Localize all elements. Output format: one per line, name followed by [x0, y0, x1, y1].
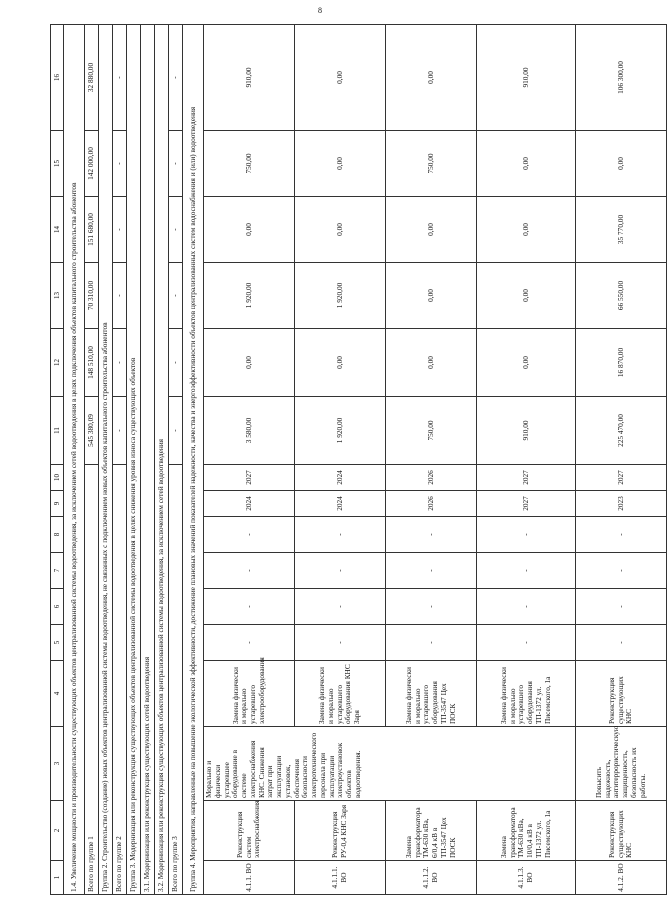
row-year-value: 0,00	[295, 329, 386, 397]
row-cell: -	[386, 517, 477, 553]
row-purpose: Морально и физически устаревшее оборудование в системе электроснабжения КНС. Снижения затрат при эксплуатации установок, обеспечения безопасности электротехнического персонала при эксплуатации электроустановок объектов водоотведения.	[204, 727, 576, 801]
row-description: Замена физически и морально устаревшего оборудования КНС Заря	[295, 661, 386, 727]
row-total: 1 920,00	[295, 397, 386, 465]
row-year-value: 0,00	[386, 25, 477, 131]
row-cell: -	[204, 589, 295, 625]
col-num: 15	[51, 131, 64, 197]
group-1-total-row	[85, 25, 99, 895]
row-cell: -	[477, 589, 576, 625]
col-num: 9	[51, 491, 64, 517]
section-3-2-row	[155, 25, 169, 895]
row-description: Замена физически и морально устаревшего оборудования ТП-3547 Цех ПОСК	[386, 661, 477, 727]
total-cell: -	[169, 329, 183, 397]
row-year-value: 910,00	[477, 25, 576, 131]
row-year-value: 750,00	[204, 131, 295, 197]
row-total: 910,00	[477, 397, 576, 465]
row-cell: -	[386, 625, 477, 661]
group-2-title: Группа 2. Строительство (создание) новых объектов централизованной системы водоотведения, не связанных с подключением новых объектов капитального строительства абонентов	[99, 25, 113, 895]
row-cell: -	[295, 589, 386, 625]
section-1-4: 1.4. Увеличение мощности и производительности существующих объектов централизованной системы водоотведения, за исключением сетей водоотведения в целях подключения объектов капитального строительства абонентов	[64, 25, 85, 895]
row-year-value: 35 770,00	[576, 197, 667, 263]
row-year-value: 750,00	[386, 131, 477, 197]
row-cell: -	[386, 589, 477, 625]
row-cell: -	[204, 517, 295, 553]
total-cell: 142 000,00	[85, 131, 99, 197]
row-year-value: 106 300,00	[576, 25, 667, 131]
total-cell: -	[113, 329, 127, 397]
row-cell: -	[477, 625, 576, 661]
row-cell: -	[576, 517, 667, 553]
total-cell: -	[169, 131, 183, 197]
row-cell: -	[204, 553, 295, 589]
col-num: 1	[51, 861, 64, 895]
row-year-value: 0,00	[477, 263, 576, 329]
page-number: 8	[318, 6, 322, 15]
row-name: Реконструкция существующих КНС	[576, 801, 667, 861]
row-description: Реконструкция существующих КНС	[576, 661, 667, 727]
group-2-row	[99, 25, 113, 895]
row-start-year: 2023	[576, 491, 667, 517]
total-cell: -	[113, 131, 127, 197]
table-row	[204, 25, 295, 895]
row-total: 750,00	[386, 397, 477, 465]
row-purpose: Повысить надежность, антитеррористическую защищенность, безопасность их работы.	[576, 727, 667, 801]
col-num: 8	[51, 517, 64, 553]
row-number: 4.1.1.3. ВО	[477, 861, 576, 895]
total-cell: 151 680,00	[85, 197, 99, 263]
col-num: 7	[51, 553, 64, 589]
row-number: 4.1.1.2. ВО	[386, 861, 477, 895]
total-label: Всего по группе 2	[113, 465, 127, 895]
row-cell: -	[295, 625, 386, 661]
row-year-value: 1 920,00	[204, 263, 295, 329]
row-year-value: 0,00	[386, 329, 477, 397]
row-description: Замена физически и морально устаревшего электрооборудования	[204, 661, 295, 727]
total-cell: 32 880,00	[85, 25, 99, 131]
row-start-year: 2027	[477, 491, 576, 517]
row-year-value: 0,00	[477, 329, 576, 397]
row-start-year: 2024	[295, 491, 386, 517]
row-year-value: 0,00	[204, 329, 295, 397]
col-num: 3	[51, 727, 64, 801]
row-cell: -	[204, 625, 295, 661]
total-cell: -	[113, 197, 127, 263]
col-num: 14	[51, 197, 64, 263]
total-label: Всего по группе 3	[169, 465, 183, 895]
col-num: 6	[51, 589, 64, 625]
row-year-value: 0,00	[204, 197, 295, 263]
row-year-value: 0,00	[295, 25, 386, 131]
row-year-value: 910,00	[204, 25, 295, 131]
total-cell: 545 380,09	[85, 397, 99, 465]
row-cell: -	[295, 553, 386, 589]
column-number-row	[51, 25, 64, 895]
row-description: Замена физически и морально устаревшего оборудования ТП-1372 ул. Писемского, 1а	[477, 661, 576, 727]
total-cell: -	[169, 397, 183, 465]
row-year-value: 0,00	[477, 197, 576, 263]
row-year-value: 0,00	[295, 131, 386, 197]
group-3-total-row	[169, 25, 183, 895]
row-year-value: 1 920,00	[295, 263, 386, 329]
row-number: 4.1.1. ВО	[204, 861, 295, 895]
col-num: 10	[51, 465, 64, 491]
section-3-1: 3.1. Модернизация или реконструкция существующих сетей водоотведения	[141, 25, 155, 895]
group-4-row	[183, 25, 204, 895]
row-year-value: 0,00	[576, 131, 667, 197]
section-row	[64, 25, 85, 895]
total-cell: -	[113, 25, 127, 131]
row-year-value: 0,00	[386, 263, 477, 329]
row-year-value: 0,00	[295, 197, 386, 263]
col-num: 11	[51, 397, 64, 465]
total-cell: 148 510,00	[85, 329, 99, 397]
row-year-value: 0,00	[386, 197, 477, 263]
row-year-value: 0,00	[477, 131, 576, 197]
row-end-year: 2027	[576, 465, 667, 491]
total-cell: -	[169, 25, 183, 131]
row-number: 4.1.1.1. ВО	[295, 861, 386, 895]
row-cell: -	[576, 625, 667, 661]
row-name: Замена трансформатора ТМ-630 кВа, 6/0,4 кВ в ТП-3547 Цех ПОСК	[386, 801, 477, 861]
row-name: Замена трансформатора ТМ-630 кВа, 10/0,4 кВ в ТП-1372 ул. Писемского, 1а	[477, 801, 576, 861]
row-cell: -	[386, 553, 477, 589]
row-name: Реконструкция РУ-0,4 КНС Заря	[295, 801, 386, 861]
col-num: 12	[51, 329, 64, 397]
row-end-year: 2024	[295, 465, 386, 491]
col-num: 5	[51, 625, 64, 661]
investment-program-table	[50, 24, 667, 895]
row-name: Реконструкция систем электроснабжения	[204, 801, 295, 861]
col-num: 16	[51, 25, 64, 131]
row-number: 4.1.2. ВО	[576, 861, 667, 895]
total-cell: -	[169, 197, 183, 263]
row-cell: -	[576, 589, 667, 625]
total-cell: -	[113, 263, 127, 329]
group-3-title: Группа 3. Модернизация или реконструкция существующих объектов централизованной системы водоотведения в целях снижения уровня износа существующих объектов	[127, 25, 141, 895]
group-3-row	[127, 25, 141, 895]
row-cell: -	[477, 517, 576, 553]
total-label: Всего по группе 1	[85, 465, 99, 895]
row-end-year: 2026	[386, 465, 477, 491]
group-2-total-row	[113, 25, 127, 895]
row-start-year: 2024	[204, 491, 295, 517]
row-total: 3 580,00	[204, 397, 295, 465]
rotated-table-page	[50, 25, 647, 895]
row-cell: -	[295, 517, 386, 553]
total-cell: 70 310,00	[85, 263, 99, 329]
section-3-2: 3.2. Модернизация или реконструкция существующих объектов централизованной системы водоотведения, за исключением сетей водоотведения	[155, 25, 169, 895]
group-4-title: Группа 4. Мероприятия, направленные на повышение экологической эффективности, достижение плановых значений показателей надежности, качества и энергоэффективности объектов централизованных систем водоснабжения и (или) водоотведения	[183, 25, 204, 895]
total-cell: -	[169, 263, 183, 329]
col-num: 13	[51, 263, 64, 329]
row-cell: -	[477, 553, 576, 589]
row-end-year: 2027	[204, 465, 295, 491]
section-3-1-row	[141, 25, 155, 895]
col-num: 2	[51, 801, 64, 861]
row-total: 225 470,00	[576, 397, 667, 465]
total-cell: -	[113, 397, 127, 465]
row-year-value: 16 870,00	[576, 329, 667, 397]
row-start-year: 2026	[386, 491, 477, 517]
row-end-year: 2027	[477, 465, 576, 491]
col-num: 4	[51, 661, 64, 727]
table-row	[576, 25, 667, 895]
row-cell: -	[576, 553, 667, 589]
row-year-value: 66 550,00	[576, 263, 667, 329]
